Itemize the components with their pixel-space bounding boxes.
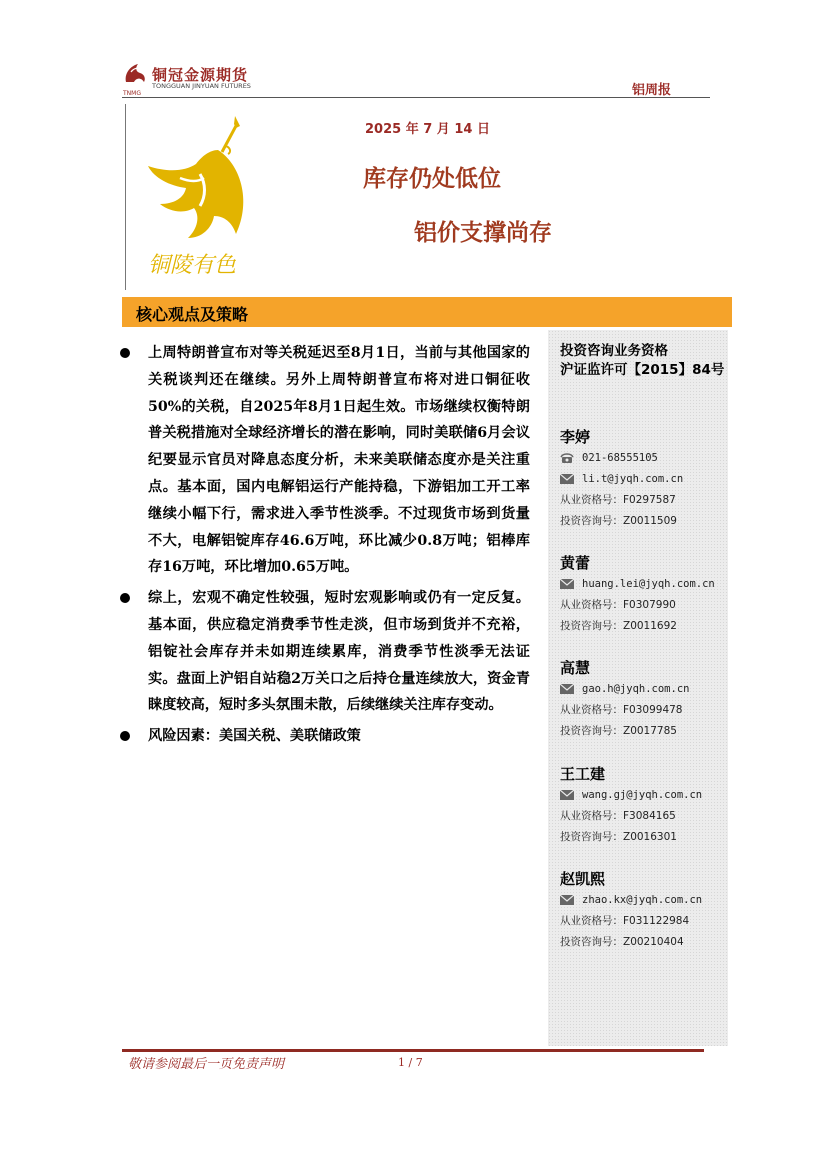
bullet-text: 综上，宏观不确定性较强，短时宏观影响或仍有一定反复。基本面，供应稳定消费季节性走淡，但市场到货并不充裕，铝锭社会库存并未如期连续累库，消费季节性淡季无法证实。盘面上沪铝自站稳2万关口之后持仓量连续放大，资金青睐度较高，短时多头氛围未散，后续继续关注库存变动。 [148, 590, 530, 714]
analyst-email[interactable]: wang.gj@jyqh.com.cn [560, 785, 725, 806]
disclaimer-note: 敬请参阅最后一页免责声明 [128, 1057, 285, 1072]
emblem-icon [140, 112, 260, 282]
bullet-icon [120, 731, 130, 741]
analyst-consult-number: 投资咨询号：Z0017785 [560, 725, 677, 737]
bullet-text: 上周特朗普宣布对等关税延迟至8月1日，当前与其他国家的关税谈判还在继续。另外上周特朗普宣布将对进口铜征收50%的关税，自2025年8月1日起生效。市场继续权衡特朗普关税措施对全球经济增长的潜在影响，同时美联储6月会议纪要显示官员对降息态度分析，未来美联储态度亦是关注重点。基本面，国内电解铝运行产能持稳，下游铝加工开工率继续小幅下行，需求进入季节性淡季。不过现货市场到货量不大，电解铝锭库存46.6万吨，环比减少0.8万吨；铝棒库存16万吨，环比增加0.65万吨。 [148, 345, 530, 576]
analyst-email[interactable]: zhao.kx@jyqh.com.cn [560, 890, 725, 911]
analyst-card [560, 552, 725, 637]
bullet-icon [120, 348, 130, 358]
analyst-name: 王工建 [560, 765, 606, 783]
section-header [122, 297, 732, 327]
analyst-qualification: 从业资格号：F0307990 [560, 599, 676, 611]
header-divider [122, 97, 710, 98]
analyst-email[interactable]: huang.lei@jyqh.com.cn [560, 574, 725, 595]
bullet-item [120, 340, 530, 581]
mail-icon [560, 579, 574, 589]
analyst-qualification: 从业资格号：F031122984 [560, 915, 690, 927]
company-logo [122, 60, 262, 98]
license-line1: 投资咨询业务资格 [560, 343, 668, 359]
mail-icon [560, 474, 574, 484]
analyst-name: 高慧 [560, 659, 591, 677]
license-info [560, 342, 725, 380]
analyst-email[interactable]: gao.h@jyqh.com.cn [560, 679, 725, 700]
analyst-qualification: 从业资格号：F03099478 [560, 704, 683, 716]
company-name-en: TONGGUAN JINYUAN FUTURES [152, 82, 251, 90]
footer-divider [122, 1049, 704, 1052]
analyst-card [560, 868, 725, 953]
report-type: 铝周报 [632, 83, 672, 98]
company-logo-icon [122, 60, 148, 90]
mail-icon [560, 790, 574, 800]
bullet-item [120, 585, 530, 719]
bullet-text: 风险因素：美国关税、美联储政策 [148, 728, 361, 745]
analyst-consult-number: 投资咨询号：Z0011509 [560, 515, 677, 527]
analyst-card [560, 657, 725, 742]
report-date: 2025 年 7 月 14 日 [365, 122, 490, 137]
report-title-line1: 库存仍处低位 [363, 166, 501, 192]
emblem-text: 铜陵有色 [148, 253, 237, 278]
analyst-phone: 021-68555105 [560, 448, 725, 469]
analyst-qualification: 从业资格号：F3084165 [560, 810, 676, 822]
title-divider [125, 104, 126, 290]
report-title-line2: 铝价支撑尚存 [414, 220, 552, 246]
bullet-icon [120, 593, 130, 603]
analyst-qualification: 从业资格号：F0297587 [560, 494, 676, 506]
page-number: 1 / 7 [398, 1056, 423, 1069]
analyst-name: 黄蕾 [560, 554, 591, 572]
analyst-consult-number: 投资咨询号：Z00210404 [560, 936, 684, 948]
analyst-name: 李婷 [560, 428, 591, 446]
section-title: 核心观点及策略 [136, 305, 249, 324]
mail-icon [560, 684, 574, 694]
analyst-email[interactable]: li.t@jyqh.com.cn [560, 469, 725, 490]
analyst-card [560, 426, 725, 532]
mail-icon [560, 895, 574, 905]
license-line2: 沪证监许可【2015】84号 [560, 362, 725, 378]
analyst-card [560, 763, 725, 848]
phone-icon [560, 453, 574, 463]
company-abbr: TNMG [123, 90, 141, 97]
analyst-consult-number: 投资咨询号：Z0016301 [560, 831, 677, 843]
bullet-item [120, 723, 530, 750]
analyst-name: 赵凯熙 [560, 870, 606, 888]
core-views [120, 340, 530, 754]
company-name-cn: 铜冠金源期货 [152, 66, 249, 84]
analyst-consult-number: 投资咨询号：Z0011692 [560, 620, 677, 632]
analyst-sidebar [548, 330, 728, 1046]
